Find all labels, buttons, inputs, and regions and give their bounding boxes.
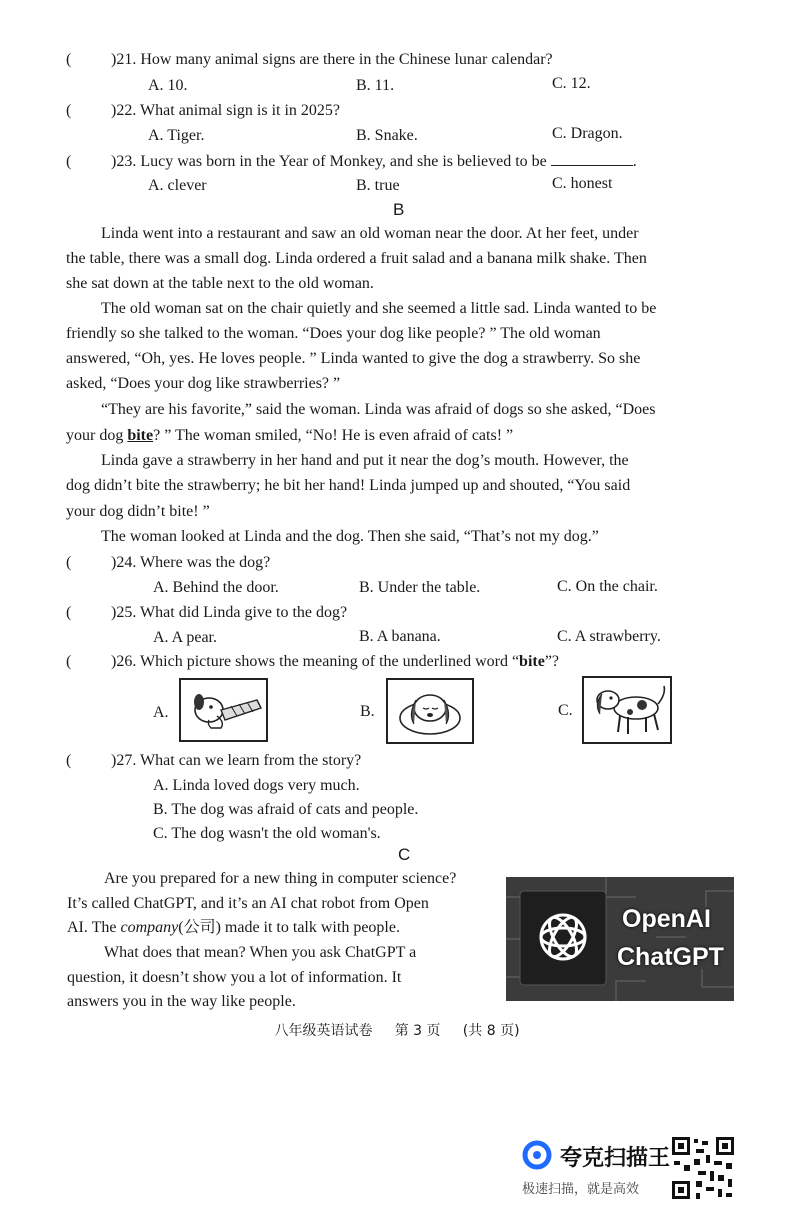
option-a: A. clever [148, 177, 207, 194]
passage-line: asked, “Does your dog like strawberries? ” [66, 375, 341, 392]
passage-text: (公司) made it to talk with people. [178, 919, 400, 936]
question-text: Which picture shows the meaning of the underlined word “ [140, 653, 520, 670]
option-c: C. [558, 702, 573, 719]
question-number: )27. [111, 752, 137, 769]
option-a: A. Linda loved dogs very much. [153, 777, 360, 794]
italic-word-company: company [120, 919, 179, 936]
passage-line: Are you prepared for a new thing in computer science? [104, 870, 457, 887]
question-tail: . [632, 153, 637, 170]
section-label-b: B [393, 200, 405, 219]
dog-sleeping-icon [388, 680, 472, 742]
option-c: C. A strawberry. [557, 628, 661, 645]
passage-line: “They are his favorite,” said the woman. Linda was afraid of dogs so she asked, “Does [101, 401, 656, 418]
question-number: )22. [111, 102, 137, 119]
option-b: B. A banana. [359, 628, 441, 645]
scanner-name: 夸克扫描王 [560, 1146, 671, 1171]
picture-a-dog-biting[interactable] [179, 678, 268, 742]
question-number: )26. [111, 653, 137, 670]
passage-line: answered, “Oh, yes. He loves people. ” Linda wanted to give the dog a strawberry. So she [66, 350, 641, 367]
image-text-openai: OpenAI [622, 905, 711, 933]
answer-paren[interactable]: ( [66, 554, 72, 571]
question-22 [66, 101, 340, 121]
passage-line: she sat down at the table next to the old woman. [66, 275, 374, 292]
question-text: Lucy was born in the Year of Monkey, and she is believed to be [140, 153, 547, 170]
passage-line [66, 426, 513, 446]
question-21 [66, 50, 553, 70]
answer-paren[interactable]: ( [66, 51, 72, 68]
passage-line: Linda gave a strawberry in her hand and put it near the dog’s mouth. However, the [101, 452, 629, 469]
option-c: C. On the chair. [557, 578, 658, 595]
question-text: What animal sign is it in 2025? [140, 102, 341, 119]
option-b: B. true [356, 177, 400, 194]
openai-chatgpt-image [506, 877, 734, 1001]
passage-line: your dog didn’t bite! ” [66, 503, 210, 520]
qr-code-icon [670, 1135, 736, 1201]
scanner-slogan: 极速扫描，就是高效 [522, 1182, 640, 1197]
qr-code[interactable] [670, 1135, 736, 1201]
page-total: (共 8 页) [462, 1023, 520, 1039]
option-b: B. Under the table. [359, 579, 481, 596]
option-c: C. honest [552, 175, 613, 192]
image-text-chatgpt: ChatGPT [617, 943, 724, 971]
dog-biting-icon [181, 680, 266, 740]
passage-line: What does that mean? When you ask ChatGPT a [104, 944, 417, 961]
question-text: Where was the dog? [140, 554, 271, 571]
option-c: C. The dog wasn't the old woman's. [153, 825, 381, 842]
option-a: A. A pear. [153, 629, 217, 646]
option-a: A. 10. [148, 77, 188, 94]
question-24 [66, 553, 270, 573]
question-number: )25. [111, 604, 137, 621]
answer-paren[interactable]: ( [66, 153, 72, 170]
picture-b-dog-sleeping[interactable] [386, 678, 474, 744]
underlined-word-bite: bite [127, 427, 154, 444]
question-23 [66, 151, 637, 172]
answer-blank[interactable] [551, 151, 633, 166]
passage-line: the table, there was a small dog. Linda ordered a fruit salad and a banana milk shake. Then [66, 250, 647, 267]
question-number: )21. [111, 51, 137, 68]
option-a: A. Behind the door. [153, 579, 279, 596]
passage-line: The woman looked at Linda and the dog. Then she said, “That’s not my dog.” [101, 528, 599, 545]
passage-line [67, 918, 400, 938]
answer-paren[interactable]: ( [66, 653, 72, 670]
question-text: What did Linda give to the dog? [140, 604, 348, 621]
passage-line: friendly so she talked to the woman. “Does your dog like people? ” The old woman [66, 325, 601, 342]
circuit-background [506, 877, 734, 1001]
option-a: A. [153, 704, 169, 721]
question-text: ”? [544, 653, 560, 670]
option-b: B. 11. [356, 77, 395, 94]
answer-paren[interactable]: ( [66, 604, 72, 621]
question-number: )24. [111, 554, 137, 571]
answer-paren[interactable]: ( [66, 102, 72, 119]
quoted-word: bite [519, 653, 545, 670]
passage-line: question, it doesn’t show you a lot of information. It [67, 969, 402, 986]
question-number: )23. [111, 153, 137, 170]
option-b: B. Snake. [356, 127, 418, 144]
page-footer [0, 1020, 794, 1040]
option-b: B. [360, 703, 375, 720]
passage-text: ? ” The woman smiled, “No! He is even afraid of cats! ” [153, 427, 514, 444]
passage-text: your dog [66, 427, 124, 444]
picture-c-dog-standing[interactable] [582, 676, 672, 744]
passage-text: AI. The [67, 919, 121, 936]
option-c: C. 12. [552, 75, 591, 92]
question-25 [66, 603, 347, 623]
answer-paren[interactable]: ( [66, 752, 72, 769]
passage-line: answers you in the way like people. [67, 993, 296, 1010]
question-26 [66, 652, 559, 672]
passage-line: It’s called ChatGPT, and it’s an AI chat robot from Open [67, 895, 429, 912]
passage-line: The old woman sat on the chair quietly and she seemed a little sad. Linda wanted to be [101, 300, 657, 317]
option-b: B. The dog was afraid of cats and people. [153, 801, 419, 818]
question-text: How many animal signs are there in the Chinese lunar calendar? [140, 51, 553, 68]
dog-standing-icon [584, 678, 670, 742]
passage-line: dog didn’t bite the strawberry; he bit her hand! Linda jumped up and shouted, “You said [66, 477, 631, 494]
option-c: C. Dragon. [552, 125, 623, 142]
page-number: 第 3 页 [394, 1023, 441, 1039]
option-a: A. Tiger. [148, 127, 205, 144]
question-text: What can we learn from the story? [140, 752, 362, 769]
exam-title: 八年级英语试卷 [274, 1023, 373, 1039]
passage-line: Linda went into a restaurant and saw an old woman near the door. At her feet, under [101, 225, 639, 242]
scanner-logo-icon [522, 1140, 552, 1170]
question-27 [66, 751, 361, 771]
section-label-c: C [398, 845, 411, 864]
